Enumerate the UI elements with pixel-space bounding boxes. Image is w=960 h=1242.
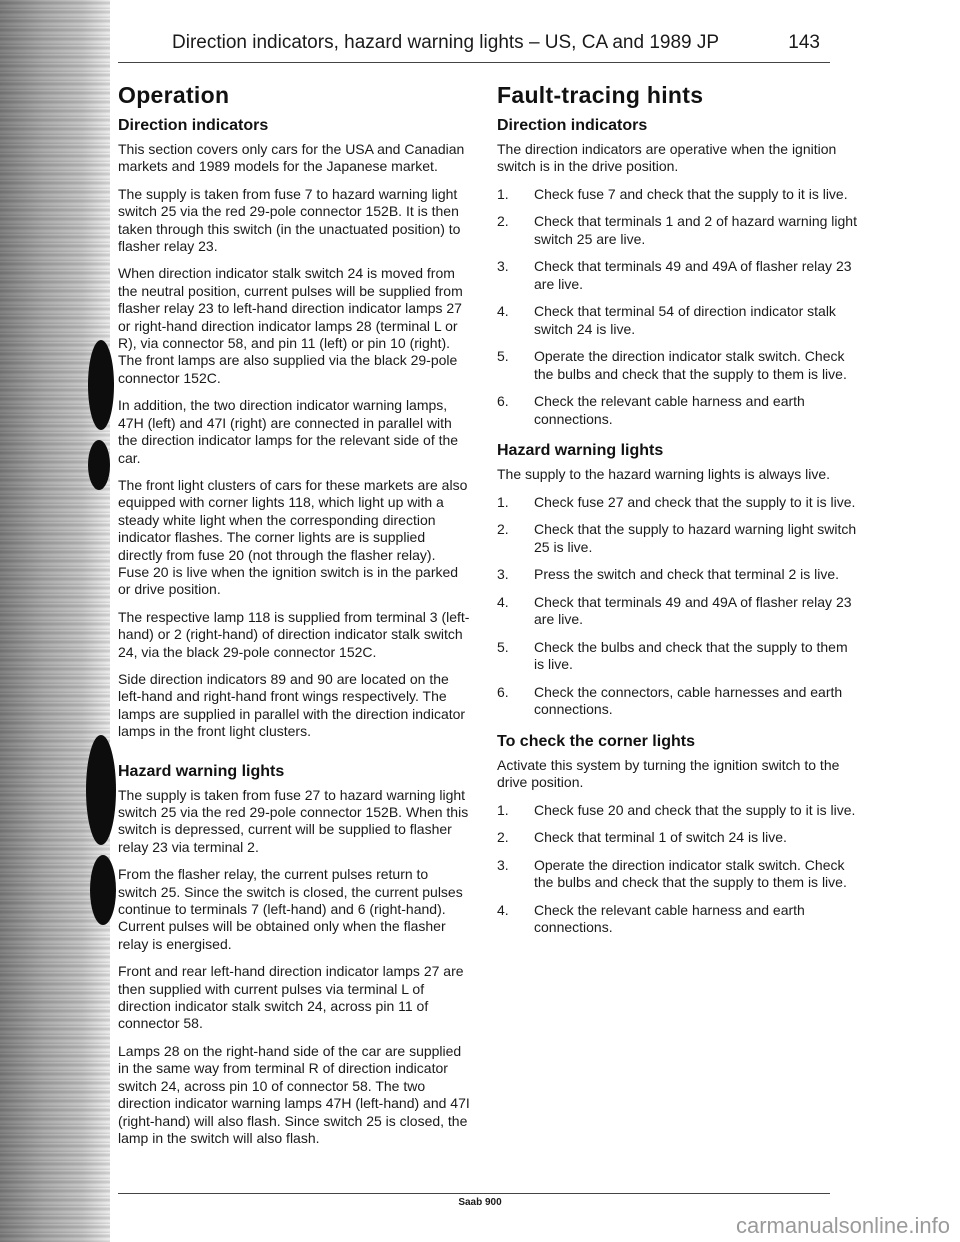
page-header xyxy=(172,30,820,64)
fault-tracing-heading: Fault-tracing hints xyxy=(497,82,704,108)
direction-steps-list xyxy=(497,186,857,429)
paragraph: Activate this system by turning the ignition switch to the drive position. xyxy=(497,756,840,791)
list-item xyxy=(497,802,857,820)
list-item xyxy=(497,258,857,293)
step-text: Check fuse 7 and check that the supply to it is live. xyxy=(534,185,848,202)
list-item xyxy=(497,494,857,512)
step-text: Press the switch and check that terminal 2 is live. xyxy=(534,566,840,583)
list-item xyxy=(497,902,857,937)
hazard-steps-list xyxy=(497,494,857,719)
step-text: Check fuse 27 and check that the supply to it is live. xyxy=(534,493,856,510)
paragraph: In addition, the two direction indicator warning lamps, 47H (left) and 47I (right) are connected in parallel with the direction indicator lamps for the relevant side of the car. xyxy=(118,397,459,466)
step-number: 4. xyxy=(497,901,509,918)
paragraph: Side direction indicators 89 and 90 are located on the left-hand and right-hand front wings respectively. The lamps are supplied in parallel with the direction indicator lamps in the front light clusters. xyxy=(118,670,466,740)
list-item xyxy=(497,829,857,847)
paragraph: When direction indicator stalk switch 24 is moved from the neutral position, current pulses will be supplied from flasher relay 23 to left-hand direction indicator lamps 27 or right-hand direction indicator lamps 28 (terminal L or R), via connector 58, and pin 11 (left) or pin 10 (right). The front lamps are also supplied via the black 29-pole connector 152C. xyxy=(118,265,463,386)
list-item xyxy=(497,594,857,629)
step-number: 4. xyxy=(497,593,509,610)
paragraph: The supply to the hazard warning lights is always live. xyxy=(497,466,831,483)
step-text: Check the bulbs and check that the supply to them is live. xyxy=(534,638,848,673)
paragraph: This section covers only cars for the USA and Canadian markets and 1989 models for the Japanese market. xyxy=(118,141,465,175)
corner-lights-heading: To check the corner lights xyxy=(497,732,695,750)
step-number: 2. xyxy=(497,829,509,846)
step-number: 6. xyxy=(497,393,509,410)
step-text: Check the relevant cable harness and earth connections. xyxy=(534,393,805,427)
paragraph: Lamps 28 on the right-hand side of the car are supplied in the same way from terminal R of direction indicator switch 24, across pin 10 of connector 58. The two direction indicator warning lamps 47H (left-hand) and 47I (right-hand) will also flash. Since switch 25 is closed, the lamp in the switch will also flash. xyxy=(118,1042,470,1146)
step-text: Check that terminals 49 and 49A of flasher relay 23 are live. xyxy=(534,593,852,628)
list-item xyxy=(497,213,857,248)
paragraph: From the flasher relay, the current pulses return to switch 25. Since the switch is closed, the current pulses continue to terminals 7 (left-hand) and 6 (right-hand). Current pulses will be obtained only when the flasher relay is energised. xyxy=(118,866,463,952)
step-number: 2. xyxy=(497,213,509,230)
step-text: Check that terminals 1 and 2 of hazard warning light switch 25 are live. xyxy=(534,213,857,247)
paragraph: Front and rear left-hand direction indicator lamps 27 are then supplied with current pulses via terminal L of direction indicator stalk switch 24, across pin 11 of connector 58. xyxy=(118,963,464,1032)
hazard-warning-heading: Hazard warning lights xyxy=(118,762,285,780)
paragraph: The respective lamp 118 is supplied from terminal 3 (left-hand) or 2 (right-hand) of direction indicator stalk switch 24, via the black 29-pole connector 152C. xyxy=(118,608,470,660)
direction-indicators-heading: Direction indicators xyxy=(497,117,648,134)
step-text: Check that terminal 54 of direction indicator stalk switch 24 is live. xyxy=(534,303,836,337)
step-text: Check that terminals 49 and 49A of flasher relay 23 are live. xyxy=(534,258,852,292)
binding-hole xyxy=(88,440,110,490)
step-text: Check the connectors, cable harnesses and earth connections. xyxy=(534,683,843,718)
hazard-warning-heading: Hazard warning lights xyxy=(497,442,664,460)
binding-hole xyxy=(90,855,116,925)
page-footer: Saab 900 xyxy=(458,1197,502,1208)
left-column xyxy=(118,82,470,1157)
operation-heading: Operation xyxy=(118,82,230,108)
direction-indicators-heading: Direction indicators xyxy=(118,117,269,134)
paragraph: The supply is taken from fuse 7 to hazard warning light switch 25 via the red 29-pole connector 152B. It is then taken through this switch (in the unactuated position) to flasher relay 23. xyxy=(118,185,461,255)
header-rule xyxy=(118,62,830,63)
step-number: 2. xyxy=(497,521,509,538)
page-number: 143 xyxy=(788,32,820,53)
step-text: Check fuse 20 and check that the supply to it is live. xyxy=(534,801,856,818)
watermark: carmanualsonline.info xyxy=(735,1213,950,1238)
list-item xyxy=(497,684,857,719)
list-item xyxy=(497,303,857,338)
step-number: 5. xyxy=(497,638,509,655)
step-text: Check the relevant cable harness and earth connections. xyxy=(534,901,805,936)
header-title: Direction indicators, hazard warning lights – US, CA and 1989 JP xyxy=(172,32,720,53)
list-item xyxy=(497,393,857,428)
step-number: 1. xyxy=(497,185,509,202)
step-number: 3. xyxy=(497,856,509,873)
step-number: 1. xyxy=(497,801,509,818)
step-number: 6. xyxy=(497,683,509,700)
paragraph: The front light clusters of cars for these markets are also equipped with corner lights 118, which light up with a steady white light when the corresponding direction indicator flashes. The corner lights are is supplied directly from fuse 20 (not through the flasher relay). Fuse 20 is live when the ignition switch is in the parked or drive position. xyxy=(118,476,468,598)
paragraph: The direction indicators are operative when the ignition switch is in the drive position. xyxy=(497,141,837,175)
step-text: Operate the direction indicator stalk switch. Check the bulbs and check that the supply to them is live. xyxy=(534,348,847,382)
step-number: 3. xyxy=(497,258,509,275)
footer-rule xyxy=(118,1193,830,1194)
binding-hole xyxy=(88,340,114,430)
list-item xyxy=(497,566,857,584)
step-number: 3. xyxy=(497,566,509,583)
list-item xyxy=(497,639,857,674)
binding-hole xyxy=(86,735,116,845)
step-number: 1. xyxy=(497,493,509,510)
paragraph: The supply is taken from fuse 27 to hazard warning light switch 25 via the red 29-pole connector 152B. When this switch is depressed, current will be supplied to flasher relay 23 via terminal 2. xyxy=(118,786,469,855)
list-item xyxy=(497,348,857,383)
step-number: 5. xyxy=(497,348,509,365)
step-text: Operate the direction indicator stalk switch. Check the bulbs and check that the supply to them is live. xyxy=(534,856,847,891)
step-text: Check that terminal 1 of switch 24 is live. xyxy=(534,829,787,846)
list-item xyxy=(497,521,857,556)
right-column xyxy=(497,82,857,951)
step-text: Check that the supply to hazard warning light switch 25 is live. xyxy=(534,521,857,555)
step-number: 4. xyxy=(497,303,509,320)
list-item xyxy=(497,186,857,204)
scan-binding-edge xyxy=(0,0,110,1242)
corner-steps-list xyxy=(497,802,857,937)
list-item xyxy=(497,857,857,892)
